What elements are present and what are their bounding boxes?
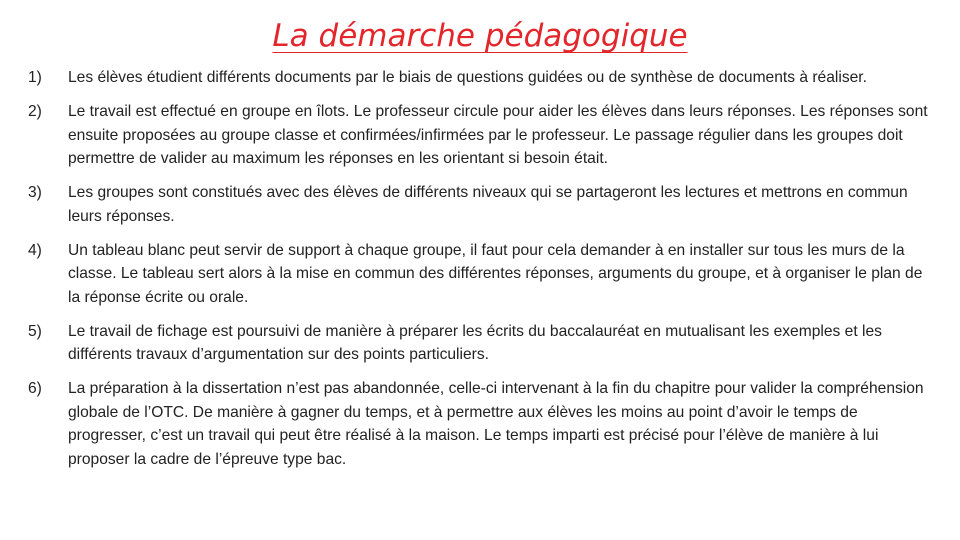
list-item xyxy=(28,100,933,171)
item-text: Le travail de fichage est poursuivi de manière à préparer les écrits du baccalauréat en mutualisant les exemples et les différents travaux d’argumentation sur des points particuliers. xyxy=(68,322,882,363)
list-item xyxy=(28,239,933,310)
list-item xyxy=(28,377,933,471)
item-text: Le travail est effectué en groupe en îlots. Le professeur circule pour aider les élèves dans leurs réponses. Les réponses sont ensuite proposées au groupe classe et confirmées/infirmées par le professeur. Le passage régulier dans les groupes doit permettre de valider au maximum les réponses en les orientant si besoin était. xyxy=(68,103,928,167)
item-number: 6) xyxy=(28,380,42,397)
item-number: 1) xyxy=(28,69,42,86)
item-text: La préparation à la dissertation n’est pas abandonnée, celle-ci intervenant à la fin du chapitre pour valider la compréhension globale de l’OTC. De manière à gagner du temps, et à permettre aux élèves les moins au point d’avoir le temps de progresser, c’est un travail qui peut être réalisé à la maison. Le temps imparti est précisé pour l’élève de manière à lui proposer la cadre de l’épreuve type bac. xyxy=(68,380,924,468)
item-text: Un tableau blanc peut servir de support à chaque groupe, il faut pour cela demander à en installer sur tous les murs de la classe. Le tableau sert alors à la mise en commun des différentes réponses, arguments du groupe, et à organiser le plan de la réponse écrite ou orale. xyxy=(68,241,923,306)
list-item xyxy=(28,66,933,90)
item-number: 2) xyxy=(28,103,42,120)
item-text: Les élèves étudient différents documents par le biais de questions guidées ou de synthèse de documents à réaliser. xyxy=(68,69,867,86)
numbered-list xyxy=(28,66,933,482)
page-title-text: La démarche pédagogique xyxy=(272,18,688,54)
list-item xyxy=(28,320,933,367)
item-text: Les groupes sont constitués avec des élèves de différents niveaux qui se partageront les lectures et mettrons en commun leurs réponses. xyxy=(68,184,908,225)
item-number: 5) xyxy=(28,322,42,340)
list-item xyxy=(28,181,933,228)
item-number: 4) xyxy=(28,241,42,259)
item-number: 3) xyxy=(28,184,42,201)
page-title xyxy=(0,16,960,56)
